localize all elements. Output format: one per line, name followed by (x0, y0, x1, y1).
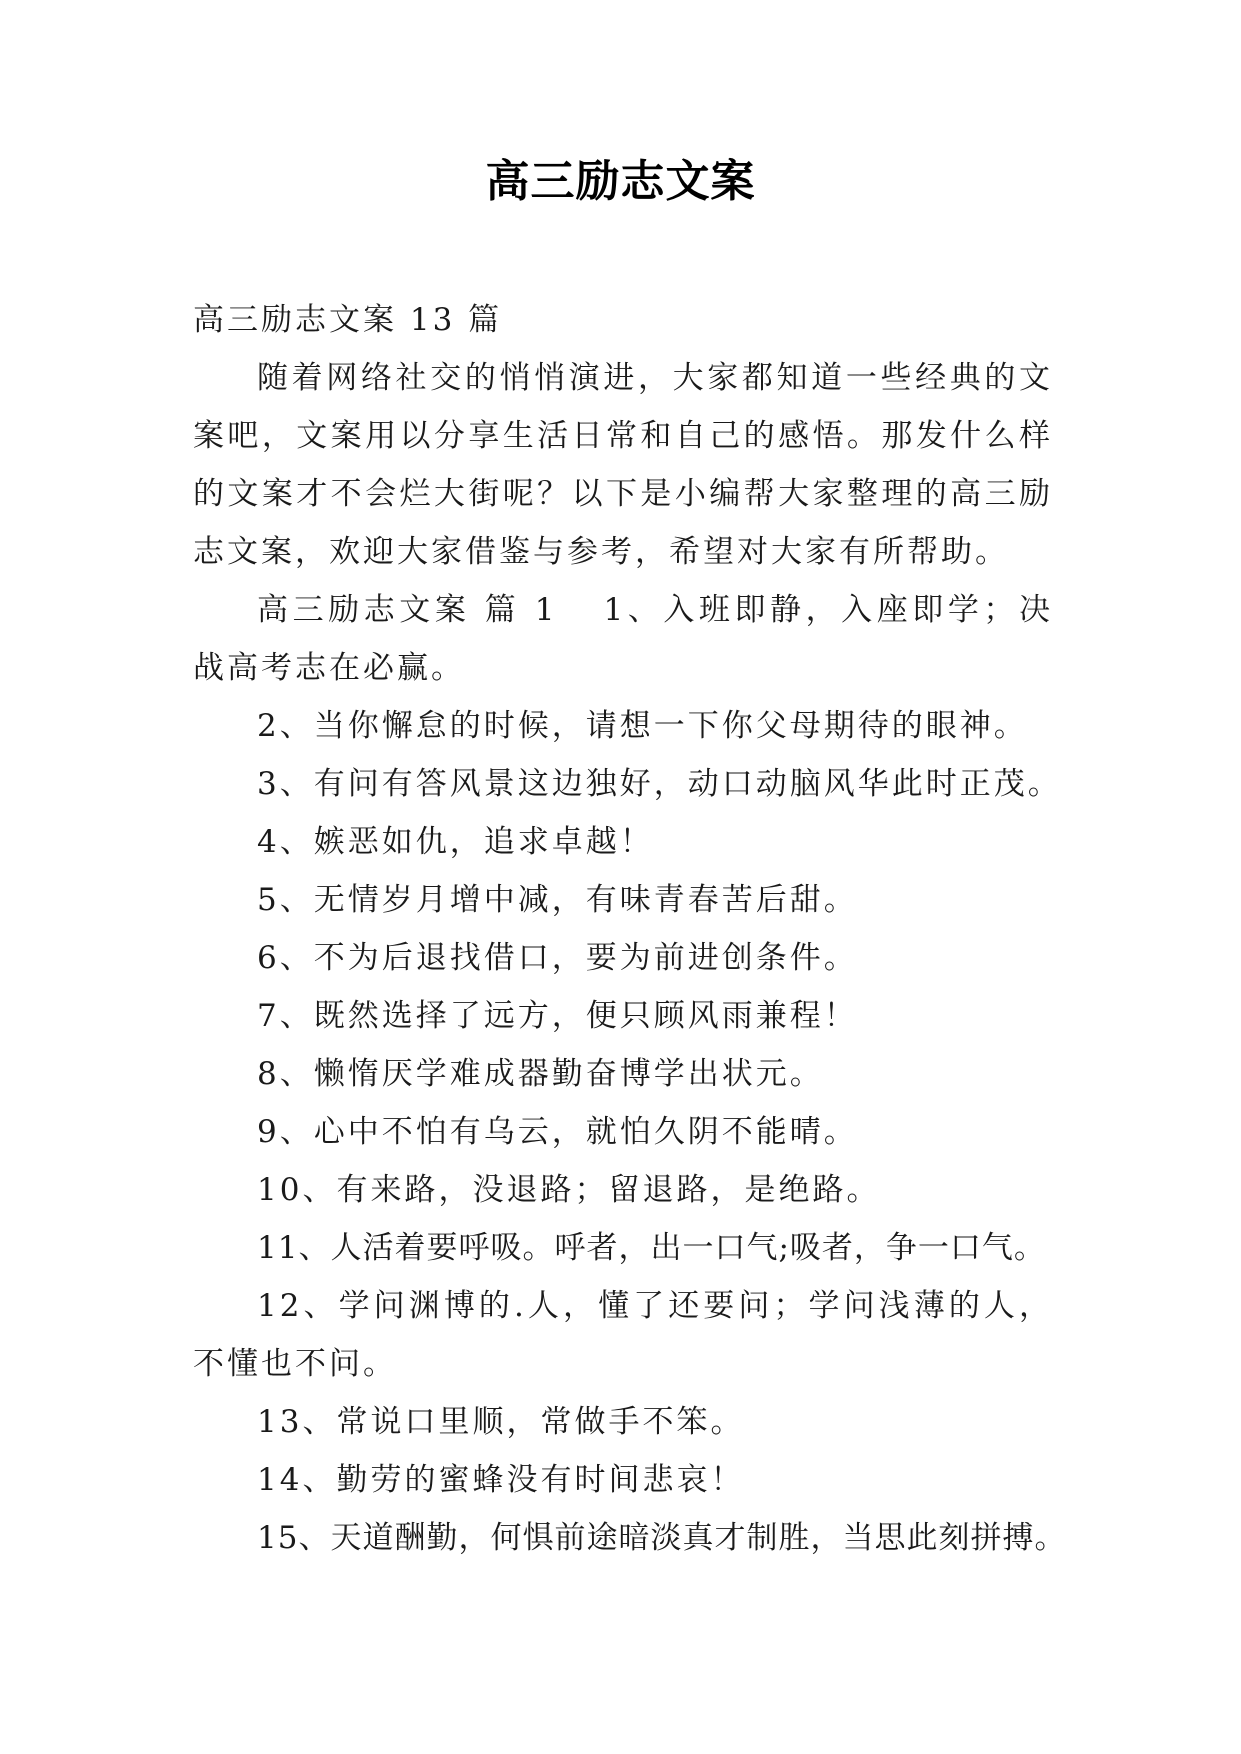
list-item: 4、嫉恶如仇，追求卓越！ (257, 824, 654, 860)
list-item: 10、有来路，没退路；留退路，是绝路。 (257, 1172, 881, 1208)
page-title: 高三励志文案 (485, 156, 756, 207)
list-item: 13、常说口里顺，常做手不笨。 (257, 1404, 745, 1440)
list-item: 1、入班即静，入座即学；决战高考志在必赢。 (193, 592, 1053, 686)
section-paragraph (193, 581, 1053, 697)
list-item: 7、既然选择了远方，便只顾风雨兼程！ (257, 998, 858, 1034)
intro-paragraph: 随着网络社交的悄悄演进，大家都知道一些经典的文案吧，文案用以分享生活日常和自己的感悟。那发什么样的文案才不会烂大街呢？以下是小编帮大家整理的高三励志文案，欢迎大家借鉴与参考，希望对大家有所帮助。 (193, 360, 1053, 570)
list-item: 15、天道酬勤，何惧前途暗淡真才制胜，当思此刻拼搏。 (257, 1520, 1067, 1556)
list-item: 6、不为后退找借口，要为前进创条件。 (257, 940, 858, 976)
list-item: 3、有问有答风景这边独好，动口动脑风华此时正茂。 (257, 766, 1062, 802)
list-item: 11、人活着要呼吸。呼者，出一口气;吸者，争一口气。 (257, 1230, 1046, 1266)
list-item: 14、勤劳的蜜蜂没有时间悲哀！ (257, 1462, 745, 1498)
list-item: 5、无情岁月增中减，有味青春苦后甜。 (257, 882, 858, 918)
list-item: 8、懒惰厌学难成器勤奋博学出状元。 (257, 1056, 824, 1092)
list-item: 2、当你懈怠的时候，请想一下你父母期待的眼神。 (257, 708, 1028, 744)
list-item: 12、学问渊博的.人，懂了还要问；学问浅薄的人，不懂也不问。 (193, 1288, 1053, 1382)
section-heading: 高三励志文案 篇 1 (257, 592, 558, 628)
document-body (193, 291, 1067, 1567)
subtitle: 高三励志文案 13 篇 (193, 302, 503, 338)
list-item: 9、心中不怕有乌云，就怕久阴不能晴。 (257, 1114, 858, 1150)
